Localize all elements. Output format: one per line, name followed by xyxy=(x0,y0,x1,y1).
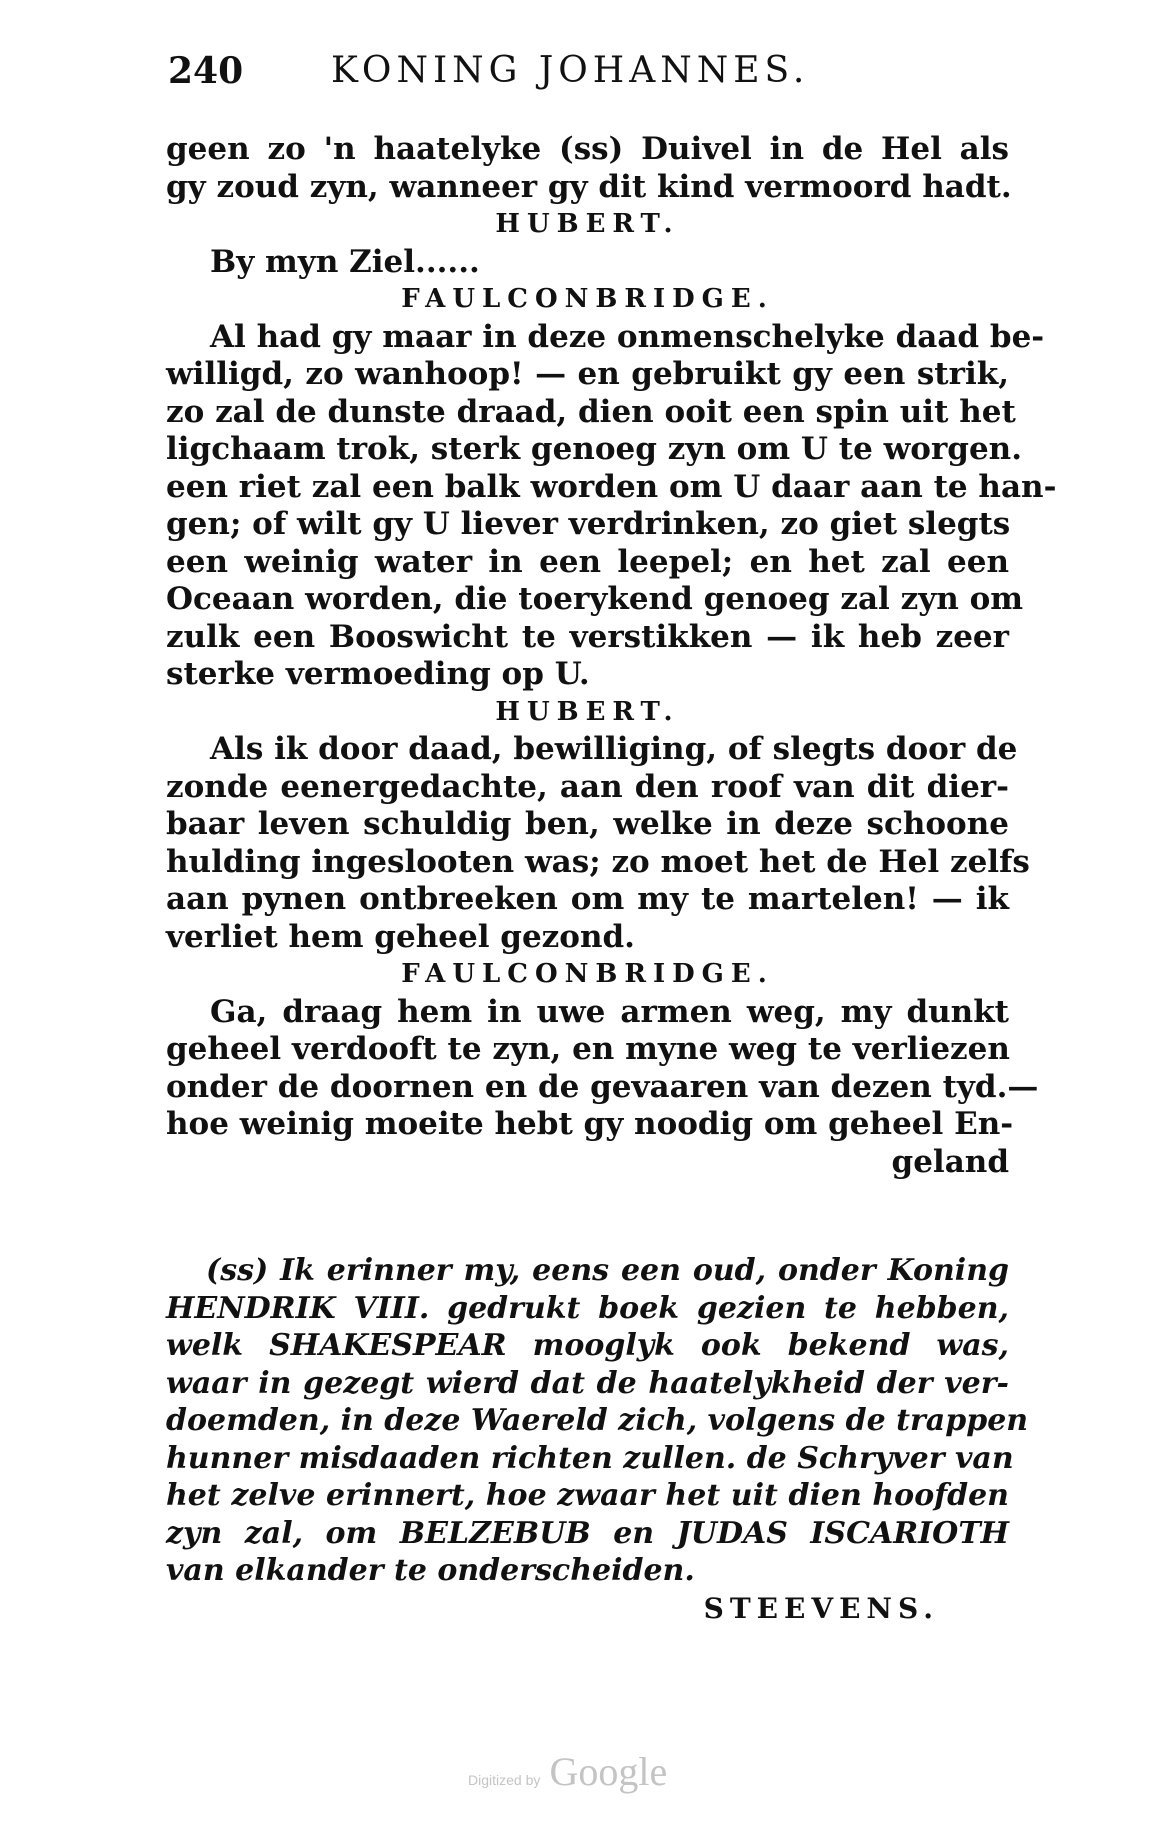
text-line: onder de doornen en de gevaaren van dezen tyd.— xyxy=(166,1068,1039,1105)
digitized-watermark xyxy=(468,1748,667,1795)
text-line: hoe weinig moeite hebt gy noodig om geheel En- xyxy=(166,1106,1014,1142)
text-line: Al had gy maar in deze onmenschelyke daad be- xyxy=(210,318,1045,355)
footnote-line: welk SHAKESPEAR mooglyk ook bekend was, xyxy=(166,1328,1009,1363)
speaker-heading-hubert: HUBERT. xyxy=(495,209,680,239)
running-title: KONING JOHANNES. xyxy=(331,50,810,91)
watermark-prefix: Digitized by xyxy=(468,1772,541,1788)
text-line: baar leven schuldig ben, welke in deze schoone xyxy=(166,806,1009,842)
footnote-line: doemden, in deze Waereld zich, volgens de trappen xyxy=(166,1403,1029,1438)
text-line: zulk een Booswicht te verstikken — ik heb zeer xyxy=(166,618,1009,655)
footnote-line: hunner misdaaden richten zullen. de Schryver van xyxy=(166,1440,1014,1476)
text-line: zonde eenergedachte, aan den roof van dit dier- xyxy=(166,768,1009,805)
catchword: geland xyxy=(891,1143,1009,1180)
footnote-line: (ss) Ik erinner my, eens een oud, onder Koning xyxy=(206,1253,1009,1288)
text-line: aan pynen ontbreeken om my te martelen! — ik xyxy=(166,881,1009,917)
text-line: ligchaam trok, sterk genoeg zyn om U te worgen. xyxy=(166,431,1023,467)
google-logo: Google xyxy=(549,1749,668,1794)
footnote-line: HENDRIK VIII. gedrukt boek gezien te hebben, xyxy=(166,1290,1009,1326)
text-line: gen; of wilt gy U liever verdrinken, zo giet slegts xyxy=(166,506,1011,542)
footnote xyxy=(166,1252,1029,1627)
footnote-line: van elkander te onderscheiden. xyxy=(166,1553,695,1588)
text-line: geheel verdooft te zyn, en myne weg te verliezen xyxy=(166,1031,1010,1067)
text-line: Als ik door daad, bewilliging, of slegts door de xyxy=(210,731,1018,767)
text-line: een riet zal een balk worden om U daar aan te han- xyxy=(166,468,1057,505)
text-line: een weinig water in een leepel; en het zal een xyxy=(166,543,1009,580)
text-line: verliet hem geheel gezond. xyxy=(166,918,635,955)
footnote-line: zyn zal, om BELZEBUB en JUDAS ISCARIOTH xyxy=(166,1515,1009,1551)
footnote-signature: STEEVENS. xyxy=(703,1591,939,1625)
footnote-line: het zelve erinnert, hoe zwaar het uit dien hoofden xyxy=(166,1478,1009,1513)
text-line: sterke vermoeding op U. xyxy=(166,656,590,692)
speaker-heading-hubert: HUBERT. xyxy=(495,696,680,727)
text-line: hulding ingeslooten was; zo moet het de Hel zelfs xyxy=(166,843,1030,880)
page-number: 240 xyxy=(168,50,244,92)
text-line: Oceaan worden, die toerykend genoeg zal zyn om xyxy=(166,581,1024,617)
footnote-line: waar in gezegt wierd dat de haatelykheid der ver- xyxy=(166,1365,1009,1401)
text-line: zo zal de dunste draad, dien ooit een spin uit het xyxy=(166,393,1016,430)
text-line: geen zo 'n haatelyke (ss) Duivel in de Hel als xyxy=(166,131,1009,167)
speaker-heading-faulconbridge: FAULCONBRIDGE. xyxy=(401,959,774,989)
play-text xyxy=(166,131,1057,1181)
text-line: By myn Ziel...... xyxy=(210,243,480,280)
text-line: Ga, draag hem in uwe armen weg, my dunkt xyxy=(210,993,1009,1030)
page-header xyxy=(168,50,908,106)
text-line: willigd, zo wanhoop! — en gebruikt gy een strik, xyxy=(166,356,1009,392)
speaker-heading-faulconbridge: FAULCONBRIDGE. xyxy=(401,284,774,314)
text-line: gy zoud zyn, wanneer gy dit kind vermoord hadt. xyxy=(166,168,1012,205)
